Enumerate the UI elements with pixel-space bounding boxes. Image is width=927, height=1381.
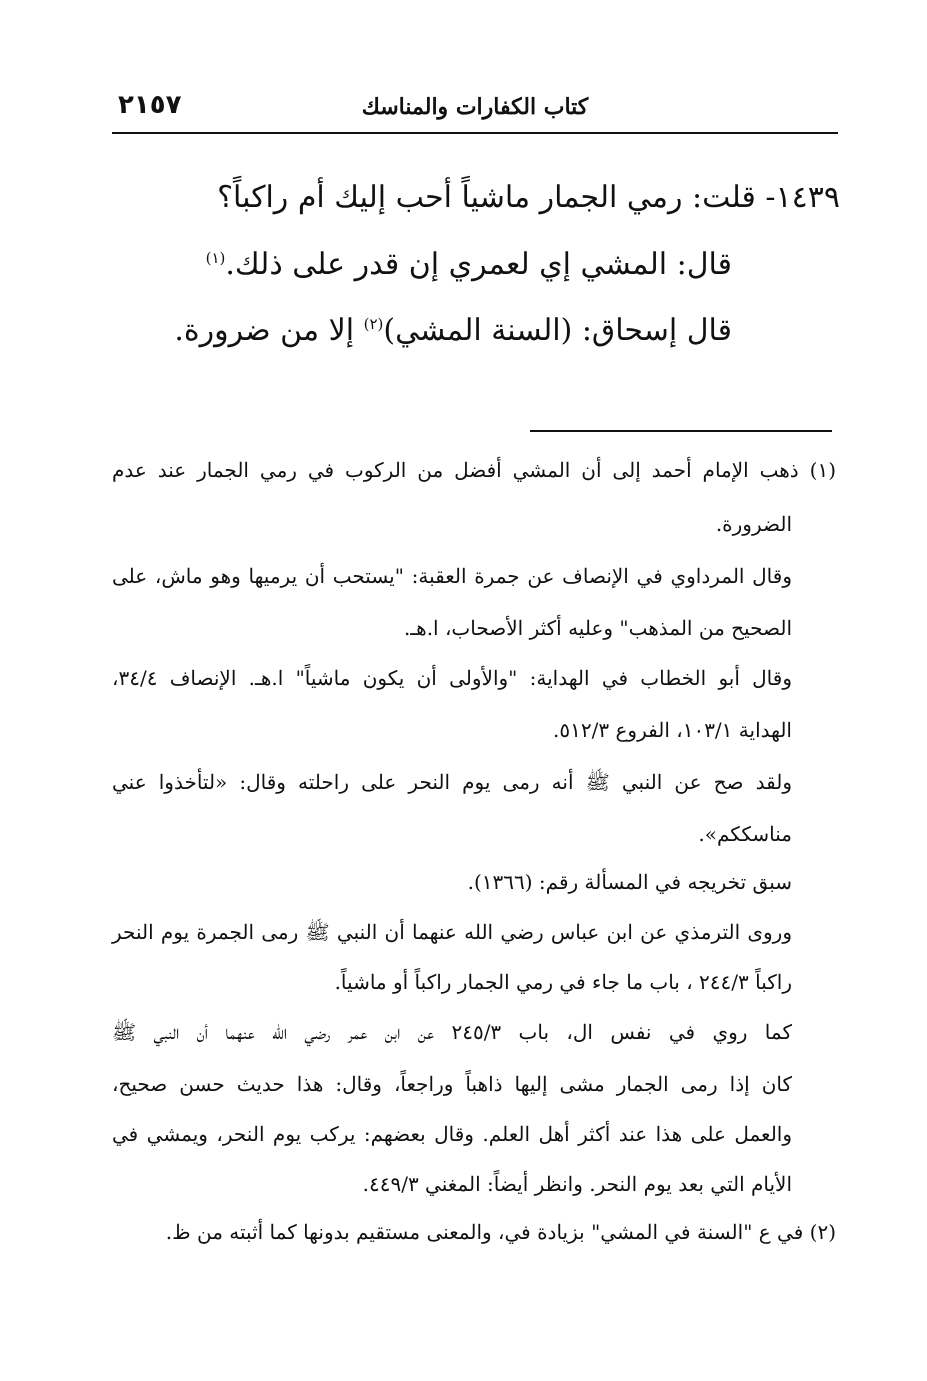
answer-ishaq-text-a: قال إسحاق: (السنة المشي) [383, 313, 732, 348]
footnote-2: (٢) في ع "السنة في المشي" بزيادة في، والمعنى مستقيم بدونها كما أثبته من ظ. [165, 1220, 836, 1244]
footnote-1-line-9: سبق تخريجه في المسألة رقم: (١٣٦٦). [467, 870, 792, 894]
page-number: ٢١٥٧ [118, 90, 182, 120]
footnote-1-line-15: الأيام التي بعد يوم النحر. وانظر أيضاً: المغني ٤٤٩/٣. [362, 1172, 792, 1196]
question-line: ١٤٣٩- قلت: رمي الجمار ماشياً أحب إليك أم راكباً؟ [217, 180, 840, 215]
footnote-ref-1: (١) [205, 249, 226, 267]
footnote-ref-2: (٢) [363, 315, 384, 333]
footnote-1-line-8: مناسككم». [698, 822, 792, 846]
footnote-1-line-6: الهداية ١٠٣/١، الفروع ٥١٢/٣. [553, 718, 792, 742]
footnote-1-line-4: الصحيح من المذهب" وعليه أكثر الأصحاب، ا.هـ. [403, 616, 792, 640]
footnote-1-line-13: كان إذا رمى الجمار مشى إليها ذاهباً وراجعاً، وقال: هذا حديث حسن صحيح، [112, 1072, 792, 1096]
running-title: كتاب الكفارات والمناسك [361, 94, 589, 120]
footnote-1-line-1: (١) ذهب الإمام أحمد إلى أن المشي أفضل من الركوب في رمي الجمار عند عدم [112, 458, 836, 482]
footnote-separator [530, 430, 832, 432]
footnote-1-line-10: وروى الترمذي عن ابن عباس رضي الله عنهما أن النبي ﷺ رمى الجمرة يوم النحر [112, 920, 792, 944]
answer-ahmad [206, 247, 732, 282]
footnote-1-line-2: الضرورة. [715, 512, 792, 536]
footnote-1-line-11: راكباً ٢٤٤/٣ ، باب ما جاء في رمي الجمار راكباً أو ماشياً. [334, 970, 792, 994]
footnote-1-line-14: والعمل على هذا عند أكثر أهل العلم. وقال بعضهم: يركب يوم النحر، ويمشي في [112, 1122, 792, 1146]
page-header [112, 88, 838, 134]
answer-ishaq-text-b: إلا من ضرورة. [174, 313, 364, 348]
footnote-1-line-7: ولقد صح عن النبي ﷺ أنه رمى يوم النحر على راحلته وقال: «لتأخذوا عني [112, 770, 792, 794]
footnote-1-line-12: كما روي في نفس ال، باب ٢٤٥/٣ عن ابن عمر رضي الله عنهما أن النبي ﷺ [112, 1020, 792, 1044]
footnote-1-line-3: وقال المرداوي في الإنصاف عن جمرة العقبة: "يستحب أن يرميها وهو ماش، على [112, 564, 792, 588]
footnote-1-line-5: وقال أبو الخطاب في الهداية: "والأولى أن يكون ماشياً" ا.هـ. الإنصاف ٣٤/٤، [112, 666, 792, 690]
answer-ahmad-text: قال: المشي إي لعمري إن قدر على ذلك. [225, 247, 732, 282]
answer-ishaq [174, 313, 732, 348]
